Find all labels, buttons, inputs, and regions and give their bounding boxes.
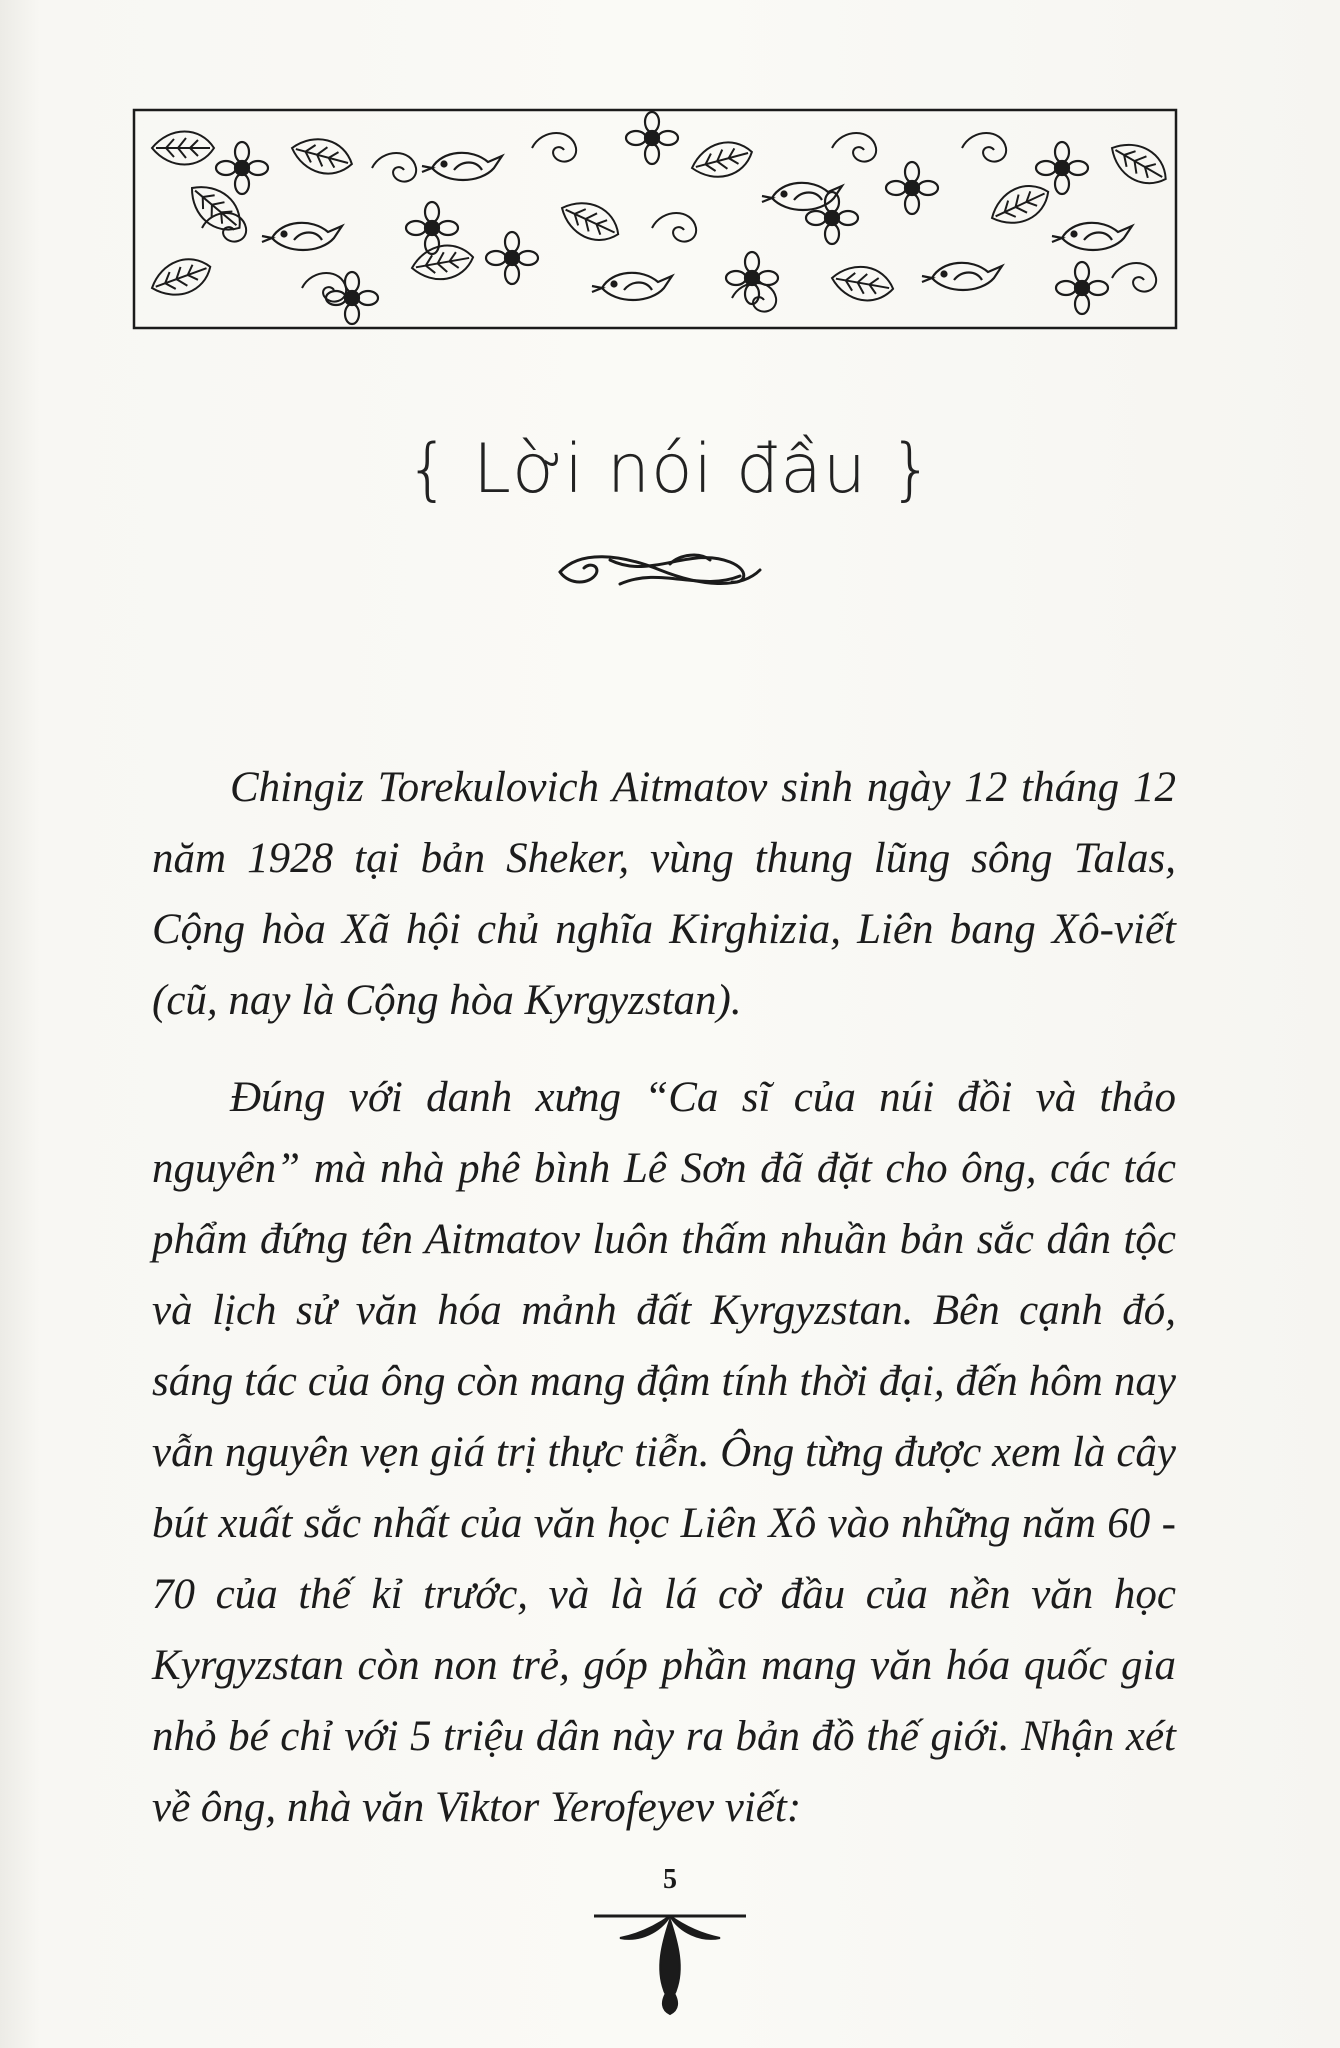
paragraph: Đúng với danh xưng “Ca sĩ của núi đồi và thảo nguyên” mà nhà phê bình Lê Sơn đã đặt cho ông, các tác phẩm đứng tên Aitmatov luôn thấm nhuần bản sắc dân tộc và lịch sử văn hóa mảnh đất Kyrgyzstan. Bên cạnh đó, sáng tác của ông còn mang đậm tính thời đại, đến hôm nay vẫn nguyên vẹn giá trị thực tiễn. Ông từng được xem là cây bút xuất sắc nhất của văn học Liên Xô vào những năm 60 - 70 của thế kỉ trước, và là lá cờ đầu của nền văn học Kyrgyzstan còn non trẻ, góp phần mang văn hóa quốc gia nhỏ bé chỉ với 5 triệu dân này ra bản đồ thế giới. Nhận xét về ông, nhà văn Viktor Yerofeyev viết: [152, 1074, 1176, 1831]
paragraph: Chingiz Torekulovich Aitmatov sinh ngày 12 tháng 12 năm 1928 tại bản Sheker, vùng thung lũng sông Talas, Cộng hòa Xã hội chủ nghĩa Kirghizia, Liên bang Xô-viết (cũ, nay là Cộng hòa Kyrgyzstan). [152, 764, 1176, 1024]
swash-ornament-icon [550, 540, 770, 600]
fleuron-ornament-icon [590, 1898, 750, 2018]
chapter-title: { Lời nói đầu } [406, 430, 934, 509]
page-number: 5 [663, 1864, 677, 1895]
floral-bird-banner-icon [132, 108, 1178, 330]
preface-body [152, 752, 1176, 1869]
